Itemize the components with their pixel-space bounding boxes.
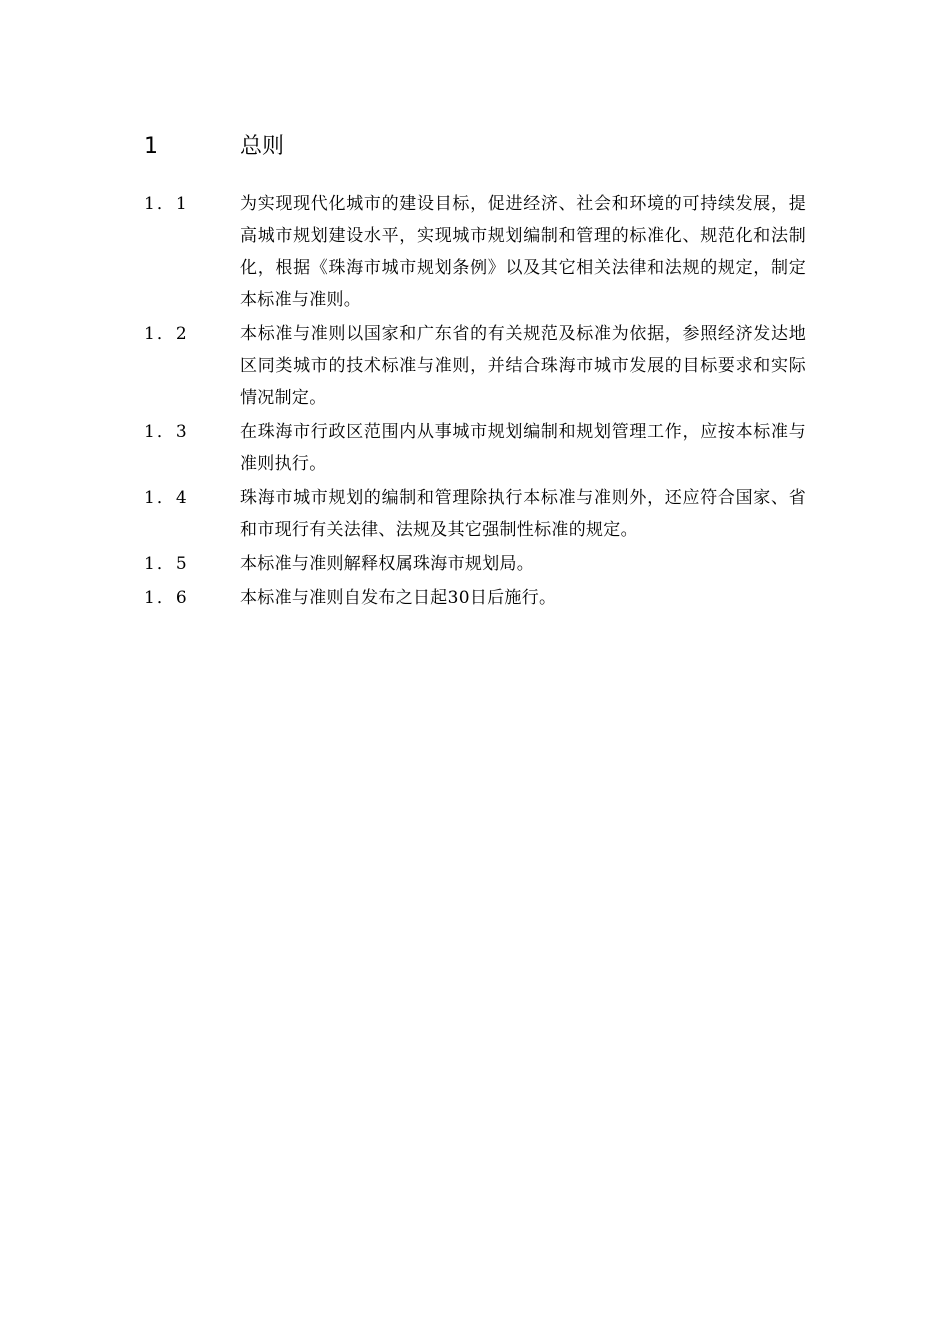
clause-text: 本标准与准则自发布之日起30日后施行。 <box>240 588 557 608</box>
clause-1-2 <box>144 318 824 414</box>
clause-1-3 <box>144 416 824 480</box>
clause-number: 1．6 <box>144 588 189 608</box>
chapter-number: 1 <box>144 134 158 159</box>
clause-number: 1．2 <box>144 324 189 344</box>
chapter-title: 总则 <box>240 134 285 159</box>
clause-text: 本标准与准则以国家和广东省的有关规范及标准为依据，参照经济发达地区同类城市的技术标准与准则，并结合珠海市城市发展的目标要求和实际情况制定。 <box>240 324 806 408</box>
clause-1-1 <box>144 188 824 316</box>
clause-1-5 <box>144 548 824 580</box>
chapter-heading <box>144 130 824 164</box>
clause-number: 1．5 <box>144 554 189 574</box>
clause-text: 为实现现代化城市的建设目标，促进经济、社会和环境的可持续发展，提高城市规划建设水平，实现城市规划编制和管理的标准化、规范化和法制化，根据《珠海市城市规划条例》以及其它相关法律和法规的规定，制定本标准与准则。 <box>240 194 806 310</box>
clause-text: 本标准与准则解释权属珠海市规划局。 <box>240 554 535 574</box>
clause-1-6 <box>144 582 824 614</box>
clause-1-4 <box>144 482 824 546</box>
clause-number: 1．1 <box>144 194 189 214</box>
clause-text: 在珠海市行政区范围内从事城市规划编制和规划管理工作，应按本标准与准则执行。 <box>240 422 806 474</box>
clause-list <box>144 188 824 616</box>
clause-number: 1．3 <box>144 422 189 442</box>
clause-text: 珠海市城市规划的编制和管理除执行本标准与准则外，还应符合国家、省和市现行有关法律、法规及其它强制性标准的规定。 <box>240 488 806 540</box>
clause-number: 1．4 <box>144 488 189 508</box>
